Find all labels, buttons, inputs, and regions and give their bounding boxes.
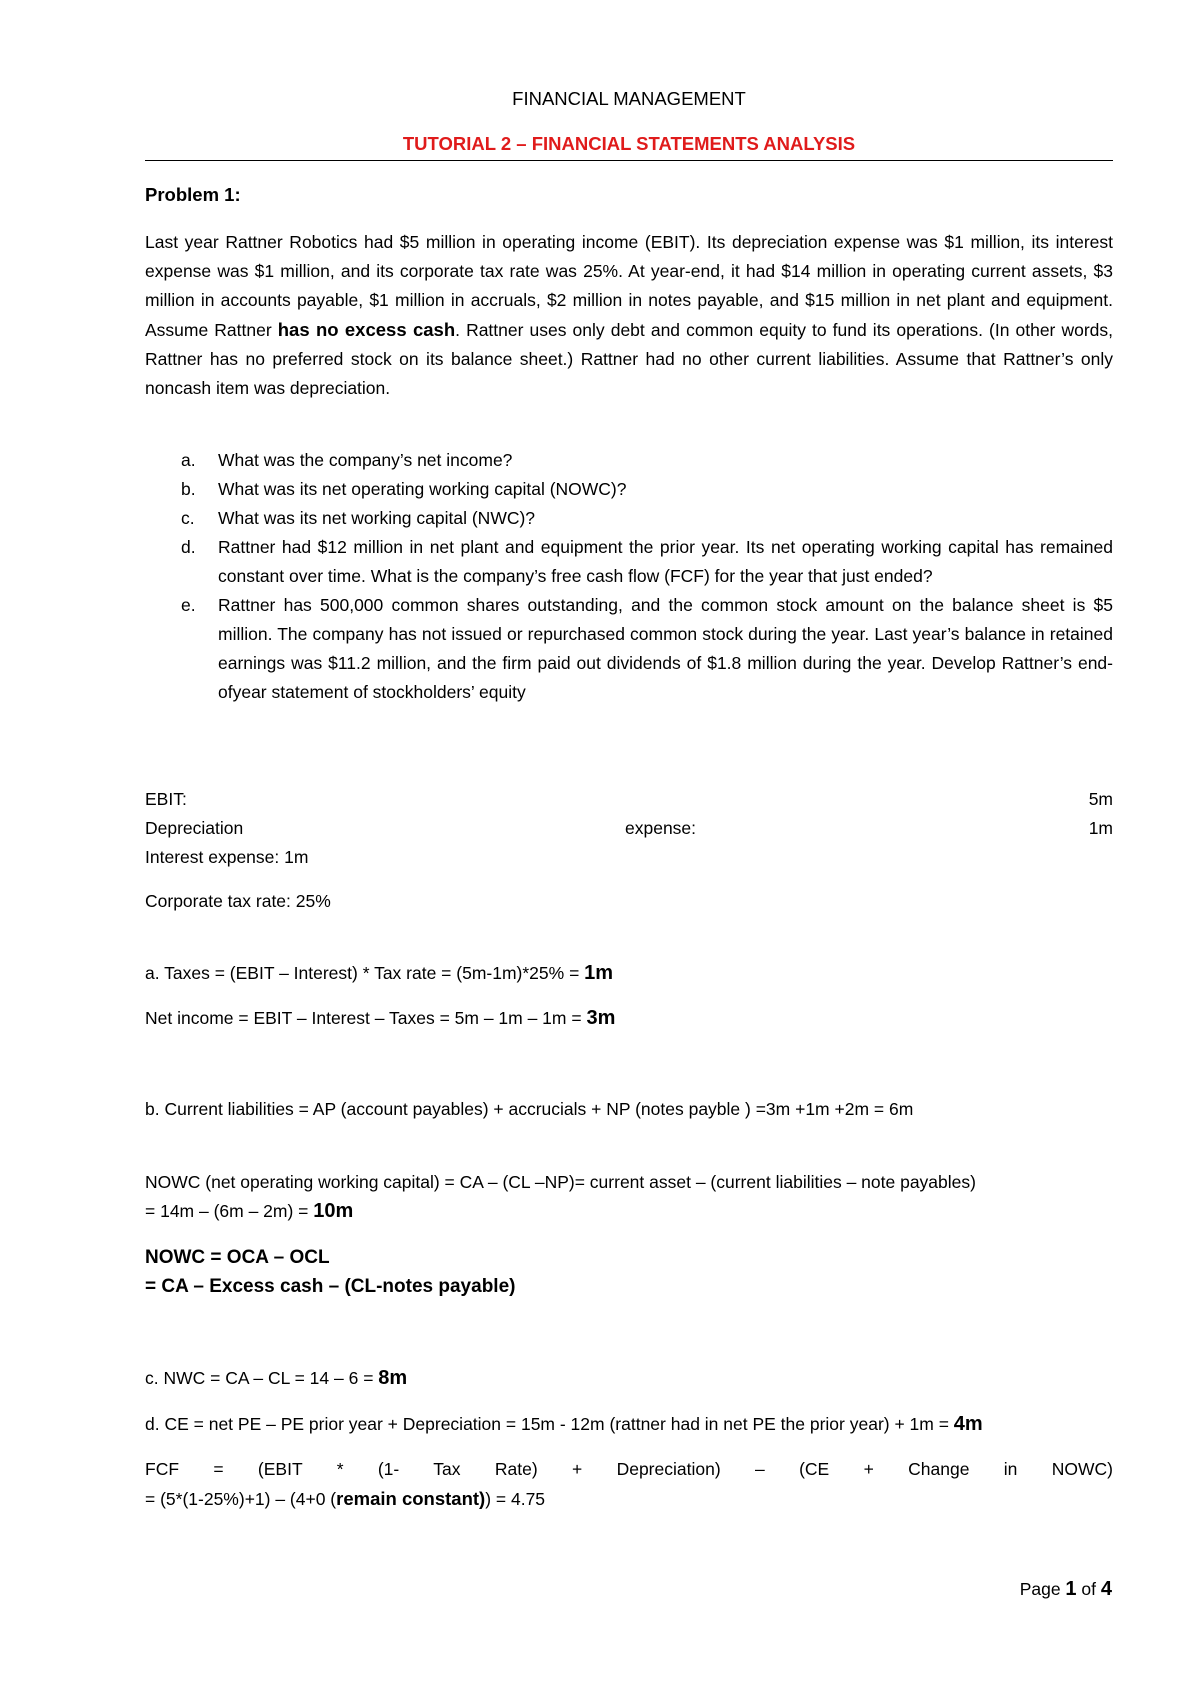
answer-d-ce-result: 4m [953,1413,983,1435]
problem-text-1: Last year Rattner Robotics had $5 million in operating income (EBIT). Its depreciation expense was $1 million, its interest expense was $1 million, and its corporate tax rate was 25%. At year-end, it had $14 million in operating current assets, $3 million in accounts payable, $1 million in accruals, $2 million in notes payable, and $15 million in net plant and equipment. Assume Rattner [145,232,1113,340]
fcf-formula-line: FCF = (EBIT * (1- Tax Rate) + Depreciation) – (CE + Change in NOWC) [145,1459,1113,1479]
page-number: 1 [1065,1578,1077,1600]
answer-b-nowc-line2 [145,1197,1113,1226]
question-letter: d. [181,537,196,557]
tax-rate-line: Corporate tax rate: 25% [145,891,331,911]
nowc-formula-2: = CA – Excess cash – (CL-notes payable) [145,1276,516,1297]
list-item [145,533,1113,591]
tutorial-title: TUTORIAL 2 – FINANCIAL STATEMENTS ANALYSIS [402,133,856,154]
ebit-label: EBIT: [145,789,187,809]
nowc-formula-1: NOWC = OCA – OCL [145,1247,330,1268]
depreciation-label: Depreciation [145,818,244,838]
question-letter: b. [181,479,196,499]
answer-a-net-income-text: Net income = EBIT – Interest – Taxes = 5m – 1m – 1m = [145,1008,587,1028]
question-letter: a. [181,450,196,470]
depreciation-mid: expense: [625,818,697,838]
fcf-calc-bold: remain constant) [336,1488,486,1509]
answer-a-net-income [145,1004,1113,1033]
page-word: Page [1019,1579,1066,1599]
course-title: FINANCIAL MANAGEMENT [512,88,746,109]
answer-c-nwc [145,1364,1113,1393]
question-letter: c. [181,508,195,528]
header-divider [145,160,1113,161]
list-item [145,591,1113,707]
problem-heading: Problem 1: [145,184,241,205]
answer-b-nowc-line1: NOWC (net operating working capital) = CA – (CL –NP)= current asset – (current liabilities – note payables) [145,1172,976,1192]
answer-a-taxes [145,959,1113,988]
question-text: What was the company’s net income? [218,450,513,470]
problem-text-2: . Rattner uses only debt and common equity to fund its operations. (In other words, Rattner has no preferred stock on its balance sheet.) Rattner had no other current liabilities. Assume that Rattner’s only noncash item was depreciation. [145,320,1113,398]
list-item [145,504,1113,533]
ebit-row [145,785,1113,814]
answer-b-nowc-text: = 14m – (6m – 2m) = [145,1201,314,1221]
answer-a-net-income-result: 3m [586,1007,616,1029]
problem-statement [145,228,1113,403]
answer-c-nwc-result: 8m [378,1367,408,1389]
answer-a-taxes-text: a. Taxes = (EBIT – Interest) * Tax rate = (5m-1m)*25% = [145,963,585,983]
question-text: What was its net operating working capital (NOWC)? [218,479,627,499]
question-text: Rattner has 500,000 common shares outstanding, and the common stock amount on the balance sheet is $5 million. The company has not issued or repurchased common stock during the year. Last year’s balance in retained earnings was $11.2 million, and the firm paid out dividends of $1.8 million during the year. Develop Rattner’s end-ofyear statement of stockholders’ equity [218,595,1113,702]
fcf-calc-text-1: = (5*(1-25%)+1) – (4+0 ( [145,1489,337,1509]
depreciation-value: 1m [1088,818,1113,838]
question-text: What was its net working capital (NWC)? [218,508,536,528]
page-total: 4 [1100,1578,1112,1600]
of-word: of [1076,1579,1101,1599]
interest-line: Interest expense: 1m [145,847,309,867]
question-text: Rattner had $12 million in net plant and equipment the prior year. Its net operating working capital has remained constant over time. What is the company’s free cash flow (FCF) for the year that just ended? [218,537,1113,586]
ebit-value: 5m [1088,789,1113,809]
answer-a-taxes-result: 1m [584,962,614,984]
list-item [145,446,1113,475]
page-number-footer [1020,1578,1112,1601]
question-letter: e. [181,595,196,615]
fcf-calc-text-2: ) = 4.75 [485,1489,546,1509]
question-list [145,446,1113,707]
answer-d-ce-text: d. CE = net PE – PE prior year + Depreciation = 15m - 12m (rattner had in net PE the prior year) + 1m = [145,1414,954,1434]
problem-bold-phrase: has no excess cash [277,319,456,340]
answer-c-nwc-text: c. NWC = CA – CL = 14 – 6 = [145,1368,379,1388]
answer-b-current-liabilities: b. Current liabilities = AP (account payables) + accrucials + NP (notes payble ) =3m +1m +2m = 6m [145,1099,914,1119]
fcf-calc-line [145,1484,1113,1514]
answer-b-nowc-result: 10m [313,1200,354,1222]
list-item [145,475,1113,504]
answer-d-ce [145,1410,1113,1439]
